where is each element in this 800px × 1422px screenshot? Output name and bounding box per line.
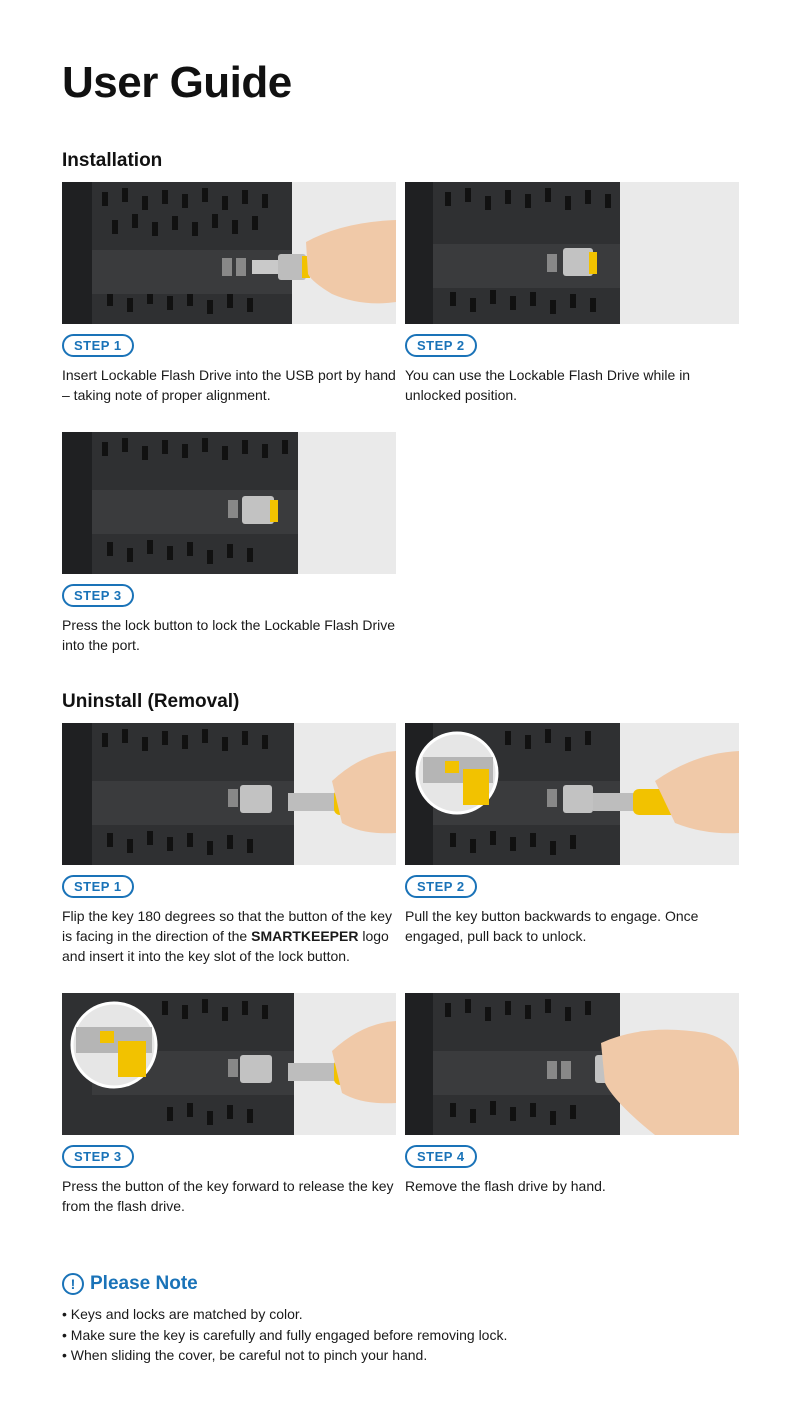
installation-heading: Installation (62, 150, 163, 171)
removal-step-4 (405, 993, 739, 1196)
removal-step-1-photo (62, 723, 396, 865)
note-header (62, 1273, 198, 1295)
note-item: • When sliding the cover, be careful not to pinch your hand. (62, 1345, 507, 1366)
removal-step-1-text: Flip the key 180 degrees so that the button of the key is facing in the direction of the SMARTKEEPER logo and insert it into the key slot of the lock button. (62, 908, 392, 964)
page-title: User Guide (62, 58, 292, 107)
install-step-1 (62, 182, 396, 405)
removal-step-3-text: Press the button of the key forward to release the key from the flash drive. (62, 1178, 394, 1214)
exclamation-icon: ! (62, 1273, 84, 1295)
install-step-3 (62, 432, 396, 655)
note-item: • Keys and locks are matched by color. (62, 1304, 507, 1325)
removal-step-3-photo (62, 993, 396, 1135)
removal-step-3-badge: STEP 3 (62, 1145, 134, 1168)
removal-step-2-photo (405, 723, 739, 865)
removal-step-1-badge: STEP 1 (62, 875, 134, 898)
removal-step-2-text: Pull the key button backwards to engage. Once engaged, pull back to unlock. (405, 908, 699, 944)
install-step-2 (405, 182, 739, 405)
note-title: Please Note (90, 1273, 198, 1294)
install-step-3-text: Press the lock button to lock the Lockable Flash Drive into the port. (62, 617, 396, 653)
install-step-1-text: Insert Lockable Flash Drive into the USB port by hand – taking note of proper alignment. (62, 367, 396, 403)
install-step-2-badge: STEP 2 (405, 334, 477, 357)
removal-step-4-text: Remove the flash drive by hand. (405, 1178, 606, 1194)
smartkeeper-brand: SMARTKEEPER (251, 928, 359, 944)
removal-step-2-badge: STEP 2 (405, 875, 477, 898)
removal-step-3 (62, 993, 396, 1216)
install-step-2-text: You can use the Lockable Flash Drive while in unlocked position. (405, 367, 691, 403)
removal-heading: Uninstall (Removal) (62, 691, 240, 712)
install-step-3-badge: STEP 3 (62, 584, 134, 607)
note-item: • Make sure the key is carefully and fully engaged before removing lock. (62, 1325, 507, 1346)
removal-step-4-badge: STEP 4 (405, 1145, 477, 1168)
note-list (62, 1304, 507, 1366)
removal-step-1 (62, 723, 396, 966)
install-step-2-photo (405, 182, 739, 324)
install-step-3-photo (62, 432, 396, 574)
install-step-1-photo (62, 182, 396, 324)
removal-step-2 (405, 723, 739, 946)
install-step-1-badge: STEP 1 (62, 334, 134, 357)
removal-step-4-photo (405, 993, 739, 1135)
